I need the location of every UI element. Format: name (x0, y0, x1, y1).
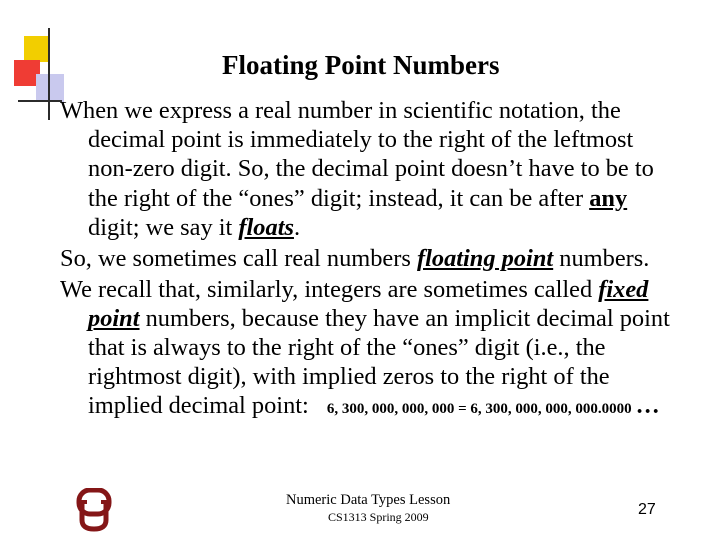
paragraph-text: numbers, because they have an implicit decimal point that is always to the right of the “ones” digit (i.e., the rightmost digit), with implied zeros to the right of the implied decimal point: (88, 304, 670, 420)
emphasis-floats: floats (238, 213, 294, 241)
emphasis-fixed-point: fixed point (88, 275, 649, 332)
paragraph-text: numbers. (553, 244, 650, 272)
page-number: 27 (638, 501, 656, 518)
ou-logo-icon (76, 488, 112, 532)
paragraph-scientific-notation (60, 96, 672, 242)
paragraph-text: We recall that, similarly, integers are sometimes called (60, 275, 599, 303)
paragraph-text: . (293, 213, 301, 241)
decor-vertical-line (48, 28, 50, 120)
emphasis-floating-point: floating point (416, 244, 554, 272)
footer-course: CS1313 Spring 2009 (328, 510, 429, 524)
decor-horizontal-line (18, 100, 62, 102)
paragraph-text: When we express a real number in scientific notation, the decimal point is immediately to the right of the leftmost non-zero digit. So, the decimal point doesn’t have to be to the right of the “ones” digit; instead, it can be after (60, 97, 654, 212)
ellipsis: … (635, 393, 660, 420)
math-expression: 6, 300, 000, 000, 000 = 6, 300, 000, 000, 000.0000 (326, 401, 632, 418)
logo-shape (78, 490, 110, 529)
emphasis-any: any (589, 184, 628, 212)
footer-lesson-title: Numeric Data Types Lesson (286, 492, 451, 508)
logo-serif-left (78, 500, 87, 504)
paragraph-floating-point (60, 244, 672, 273)
paragraph-fixed-point (60, 275, 672, 425)
slide-title: Floating Point Numbers (222, 50, 500, 80)
decor-yellow-square (24, 36, 49, 62)
slide-body (60, 96, 672, 426)
paragraph-text: digit; we say it (88, 213, 239, 241)
paragraph-text: So, we sometimes call real numbers (60, 244, 417, 272)
logo-serif-right (101, 500, 110, 504)
